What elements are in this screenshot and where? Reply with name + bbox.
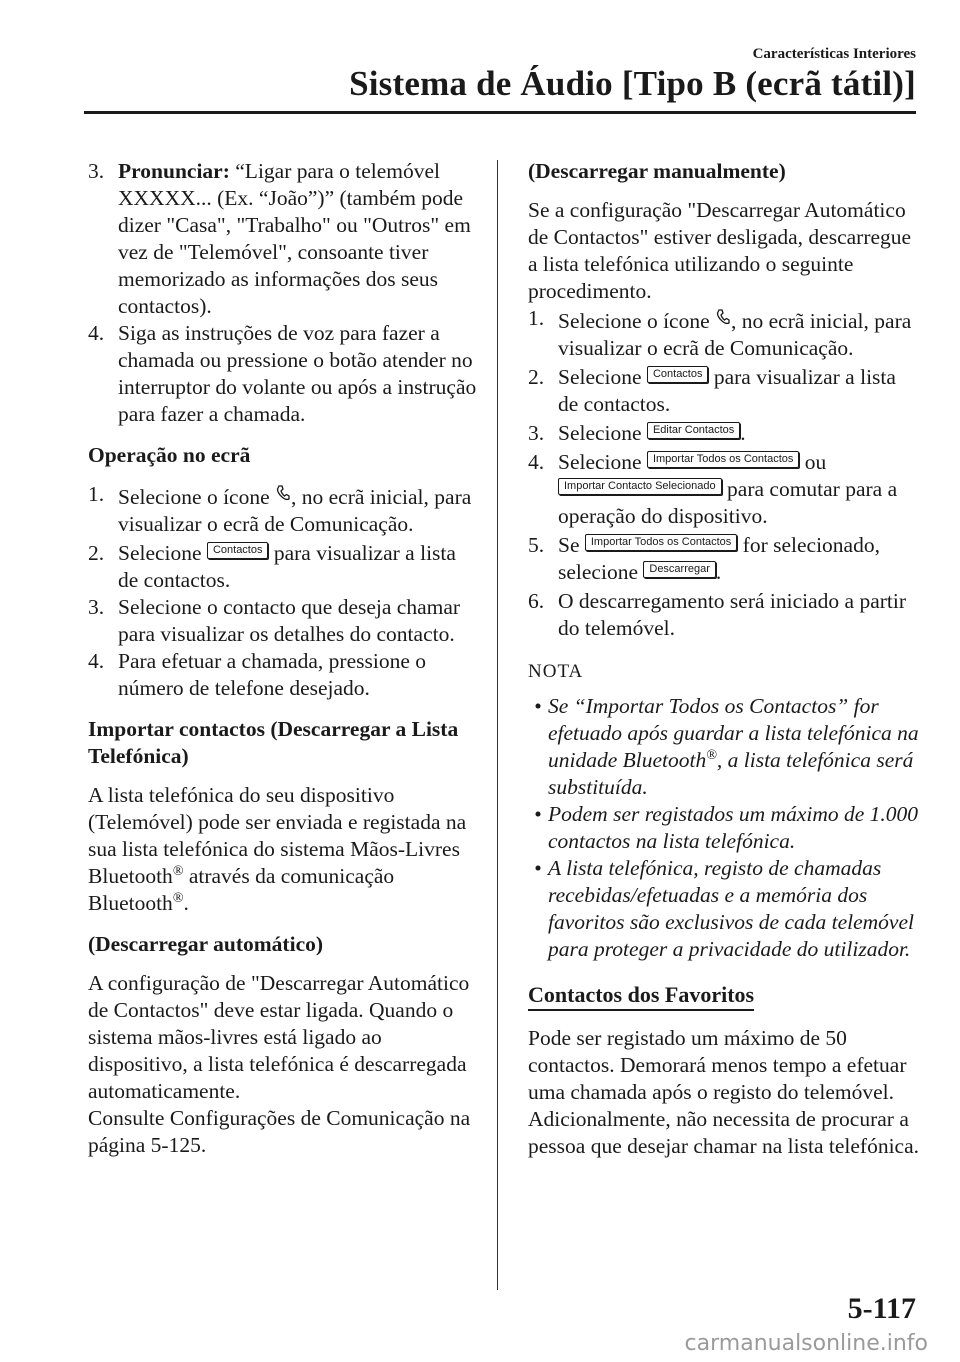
- step-number: 2.: [88, 541, 105, 565]
- step-text: O descarregamento será iniciado a partir do telemóvel.: [558, 589, 907, 640]
- manual-step-5: 5. Se Importar Todos os Contactos for selecionado, selecione Descarregar .: [528, 533, 880, 584]
- phone-icon: [716, 305, 730, 321]
- column-divider: [497, 160, 498, 1290]
- left-column: [88, 158, 480, 1159]
- manual-download-heading: (Descarregar manualmente): [528, 159, 786, 183]
- registered-mark: ®: [172, 863, 184, 879]
- import-selected-contact-button[interactable]: Importar Contacto Selecionado: [558, 478, 722, 495]
- note-label: NOTA: [528, 661, 584, 682]
- manual-step-4: 4. Selecione Importar Todos os Contactos ou Importar Contacto Selecionado para comutar para a operação do dispositivo.: [528, 450, 898, 528]
- watermark: carmanualsonline.info: [684, 1331, 928, 1356]
- voice-step-3: [88, 158, 480, 320]
- step-number: 6.: [528, 589, 545, 613]
- step-number: 3.: [88, 159, 105, 183]
- import-all-contacts-button[interactable]: Importar Todos os Contactos: [647, 451, 799, 468]
- manual-step-6: [528, 588, 920, 642]
- auto-download-heading: (Descarregar automático): [88, 932, 324, 956]
- step-number: 4.: [88, 649, 105, 673]
- step-number: 4.: [528, 450, 545, 474]
- download-button[interactable]: Descarregar: [643, 561, 716, 578]
- step-number: 3.: [528, 421, 545, 445]
- auto-download-paragraph: A configuração de "Descarregar Automático de Contactos" deve estar ligada. Quando o sistema mãos-livres está ligado ao dispositivo, a lista telefónica é descarregada automaticamente.: [88, 971, 470, 1103]
- screen-operation-heading: Operação no ecrã: [88, 443, 251, 467]
- bullet-icon: •: [534, 694, 542, 718]
- step-text: “Ligar para o telemóvel XXXXX... (Ex. “João”)” (também pode dizer "Casa", "Trabalho" ou "Outros" em vez de "Telemóvel", consoante tiver memorizado as informações dos seus contactos).: [118, 159, 471, 318]
- step-text: Siga as instruções de voz para fazer a chamada ou pressione o botão atender no interruptor do volante ou após a instrução para fazer a chamada.: [118, 321, 477, 426]
- bullet-icon: •: [534, 856, 542, 880]
- favorites-heading: Contactos dos Favoritos: [528, 981, 754, 1011]
- voice-step-4: [88, 320, 480, 428]
- step-number: 5.: [528, 533, 545, 557]
- contacts-button[interactable]: Contactos: [207, 542, 269, 559]
- page-number: 5-117: [847, 1292, 916, 1325]
- step-number: 1.: [528, 306, 545, 330]
- manual-step-1: 1. Selecione o ícone , no ecrã inicial, para visualizar o ecrã de Comunicação.: [528, 306, 912, 360]
- note-item: • Podem ser registados um máximo de 1.000 contactos na lista telefónica.: [528, 801, 920, 855]
- screen-step-2: 2. Selecione Contactos para visualizar a lista de contactos.: [88, 541, 456, 592]
- note-item: • Se “Importar Todos os Contactos” for efetuado após guardar a lista telefónica na unidade Bluetooth®, a lista telefónica será substituída.: [528, 693, 920, 801]
- manual-step-3: 3. Selecione Editar Contactos .: [528, 421, 746, 445]
- step-number: 2.: [528, 365, 545, 389]
- auto-download-reference: Consulte Configurações de Comunicação na página 5-125.: [88, 1106, 471, 1157]
- screen-step-3: [88, 594, 480, 648]
- step-text: Para efetuar a chamada, pressione o número de telefone desejado.: [118, 649, 427, 700]
- right-column: [528, 158, 920, 1160]
- step-number: 3.: [88, 595, 105, 619]
- manual-download-paragraph: Se a configuração "Descarregar Automático de Contactos" estiver desligada, descarregue a lista telefónica utilizando o seguinte procedimento.: [528, 198, 912, 303]
- import-contacts-paragraph: A lista telefónica do seu dispositivo (Telemóvel) pode ser enviada e registada na sua lista telefónica do sistema Mãos-Livres Bluetooth® através da comunicação Bluetooth®.: [88, 783, 467, 915]
- screen-step-1: 1. Selecione o ícone , no ecrã inicial, para visualizar o ecrã de Comunicação.: [88, 482, 472, 536]
- manual-step-2: 2. Selecione Contactos para visualizar a lista de contactos.: [528, 365, 896, 416]
- registered-mark: ®: [172, 890, 184, 906]
- contacts-button[interactable]: Contactos: [647, 366, 709, 383]
- chapter-title: Sistema de Áudio [Tipo B (ecrã tátil)]: [349, 64, 916, 103]
- note-item: • A lista telefónica, registo de chamadas recebidas/efetuadas e a memória dos favoritos são exclusivos de cada telemóvel para proteger a privacidade do utilizador.: [528, 855, 920, 963]
- section-label: Características Interiores: [752, 46, 916, 62]
- step-text: Selecione o contacto que deseja chamar para visualizar os detalhes do contacto.: [118, 595, 461, 646]
- import-contacts-heading: Importar contactos (Descarregar a Lista Telefónica): [88, 717, 459, 768]
- header-rule: [84, 111, 916, 114]
- import-all-contacts-button[interactable]: Importar Todos os Contactos: [585, 534, 737, 551]
- favorites-paragraph: Pode ser registado um máximo de 50 contactos. Demorará menos tempo a efetuar uma chamada após o registo do telemóvel. Adicionalmente, não necessita de procurar a pessoa que desejar chamar na lista telefónica.: [528, 1026, 919, 1158]
- step-number: 4.: [88, 321, 105, 345]
- bullet-icon: •: [534, 802, 542, 826]
- registered-mark: ®: [706, 747, 717, 763]
- screen-step-4: [88, 648, 480, 702]
- phone-icon: [276, 481, 290, 497]
- step-keyword: Pronunciar:: [118, 159, 230, 183]
- step-number: 1.: [88, 482, 105, 506]
- edit-contacts-button[interactable]: Editar Contactos: [647, 422, 740, 439]
